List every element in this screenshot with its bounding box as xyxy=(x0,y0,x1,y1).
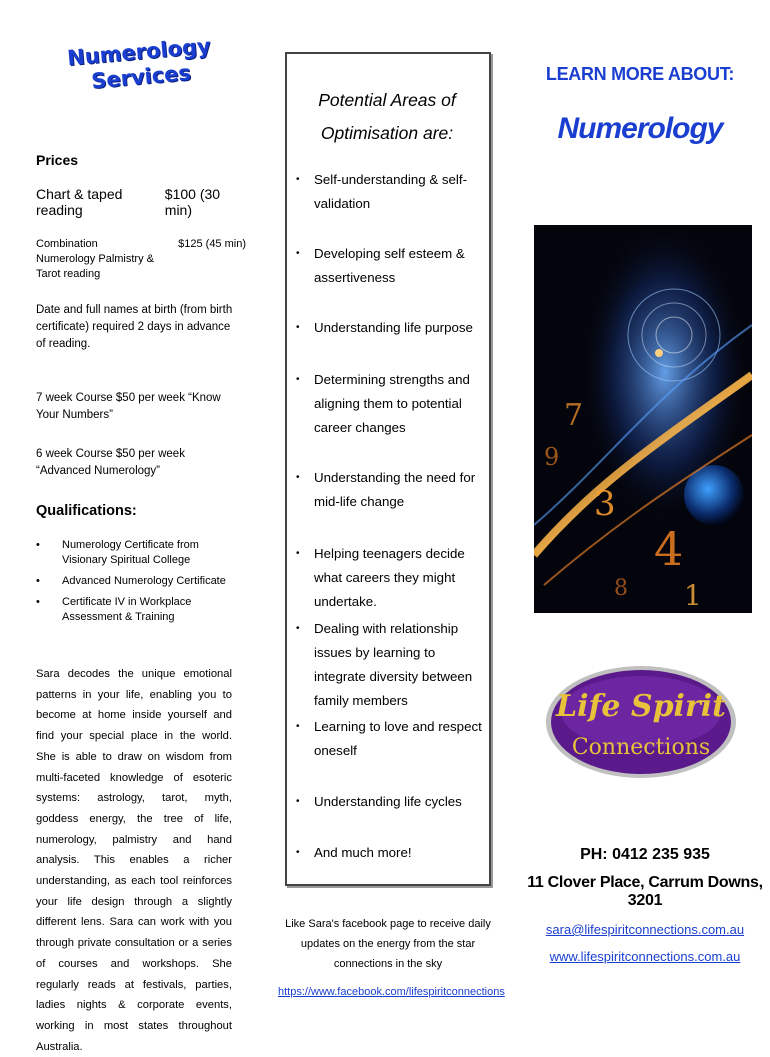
list-item: • Determining strengths and aligning them to potential career changes xyxy=(296,368,486,440)
price-value: $100 (30 min) xyxy=(164,186,221,218)
life-spirit-logo xyxy=(544,664,738,780)
price-row-chart xyxy=(36,186,246,218)
facebook-link[interactable]: https://www.facebook.com/lifespiritconnections xyxy=(278,986,505,998)
optimisation-heading xyxy=(285,84,489,150)
svg-text:8: 8 xyxy=(614,576,628,601)
list-item: • Learning to love and respect oneself xyxy=(296,715,486,763)
price-value: $125 (45 min) xyxy=(178,238,246,250)
course-advanced-numerology: 6 week Course $50 per week “Advanced Numerology” xyxy=(36,448,185,477)
facebook-text: Like Sara's facebook page to receive daily updates on the energy from the star connections in the sky xyxy=(285,918,491,970)
birth-note: Date and full names at birth (from birth certificate) required 2 days in advance of reading. xyxy=(36,304,233,350)
phone-number: PH: 0412 235 935 xyxy=(580,846,710,863)
prices-heading: Prices xyxy=(36,152,79,168)
cosmic-numbers-image xyxy=(534,225,752,613)
course-know-your-numbers: 7 week Course $50 per week “Know Your Numbers” xyxy=(36,392,221,421)
learn-more-heading: LEARN MORE ABOUT: xyxy=(545,64,735,84)
heading-line1: Potential Areas of xyxy=(318,90,456,110)
topic-title: Numerology xyxy=(557,112,723,145)
list-item: • Advanced Numerology Certificate xyxy=(36,574,236,589)
logo-image xyxy=(544,664,738,780)
svg-text:7: 7 xyxy=(564,398,584,433)
bio-paragraph: Sara decodes the unique emotional patterns in your life, enabling you to become at home inside yourself and find your special place in the world. She is able to draw on wisdom from multi-faceted knowledge of esoteric systems: astrology, tarot, myth, goddess energy, the tree of life, numerology, palmistry and hand analysis. This enables a richer understanding, as each tool reinforces your life design through a slightly different lens. Sara can work with you through private consultation or a series of courses and workshops. She regularly reads at festivals, parties, ladies nights & corporate events, working in most states throughout Australia. xyxy=(36,668,232,1053)
price-row-combination xyxy=(36,237,246,282)
price-label: Combination Numerology Palmistry & Tarot reading xyxy=(36,238,154,280)
logo-text-line2: Connections xyxy=(571,735,711,760)
website-link[interactable]: www.lifespiritconnections.com.au xyxy=(549,949,741,964)
numerology-artwork xyxy=(534,225,752,613)
qualifications-list xyxy=(36,538,236,631)
logo-text-line1: Life Spirit xyxy=(555,689,727,724)
list-item: • Helping teenagers decide what careers they might undertake. xyxy=(296,542,486,614)
services-title xyxy=(36,33,234,94)
svg-text:3: 3 xyxy=(594,484,616,524)
list-item: • Understanding life cycles xyxy=(296,790,486,814)
list-item: • Certificate IV in Workplace Assessment & Training xyxy=(36,595,236,625)
qualifications-heading: Qualifications: xyxy=(36,503,137,519)
contact-section xyxy=(525,846,765,964)
heading-line2: Optimisation are: xyxy=(320,123,454,143)
list-item: • And much more! xyxy=(296,841,486,865)
title-line1: Numerology xyxy=(66,33,212,71)
list-item: • Understanding life purpose xyxy=(296,316,486,340)
list-item: • Self-understanding & self-validation xyxy=(296,168,486,216)
price-label: Chart & taped reading xyxy=(36,186,123,218)
svg-text:9: 9 xyxy=(544,443,560,471)
svg-text:1: 1 xyxy=(684,579,702,612)
title-line2: Services xyxy=(90,60,192,94)
list-item: • Understanding the need for mid-life change xyxy=(296,466,486,514)
list-item: • Numerology Certificate from Visionary Spiritual College xyxy=(36,538,236,568)
facebook-section xyxy=(278,914,505,1002)
list-item: • Developing self esteem & assertiveness xyxy=(296,242,486,290)
svg-text:4: 4 xyxy=(654,522,684,576)
email-link[interactable]: sara@lifespiritconnections.com.au xyxy=(545,922,745,937)
address: 11 Clover Place, Carrum Downs, 3201 xyxy=(527,874,763,909)
list-item: • Dealing with relationship issues by learning to integrate diversity between family members xyxy=(296,617,486,713)
